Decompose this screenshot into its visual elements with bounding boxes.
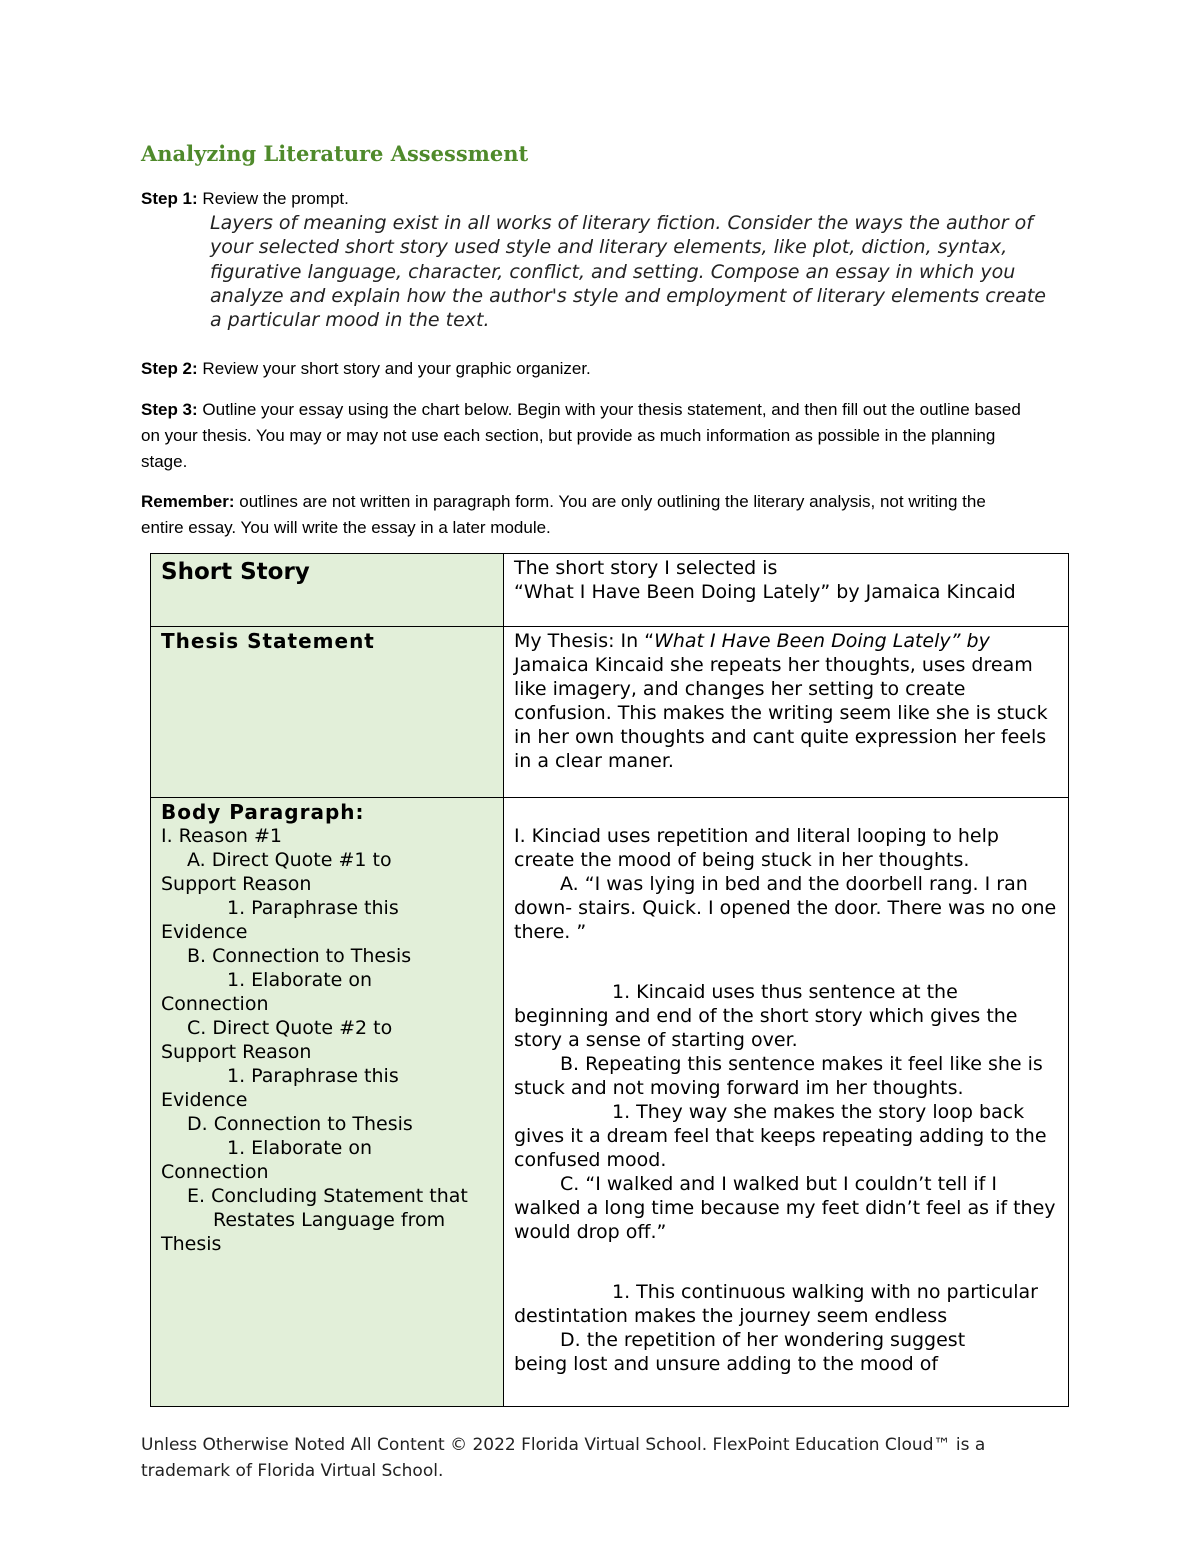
short-story-line-2: “What I Have Been Doing Lately” by Jamaica Kincaid bbox=[514, 581, 1016, 603]
table-row-body-paragraph bbox=[151, 798, 1069, 1407]
spacer bbox=[514, 1256, 1058, 1280]
short-story-label: Short Story bbox=[161, 559, 310, 585]
spacer bbox=[514, 956, 1058, 980]
table-row-thesis bbox=[151, 627, 1069, 798]
prompt-text: Layers of meaning exist in all works of literary fiction. Consider the ways the author of your selected short story used style and literary elements, like plot, diction, syntax, figurative language, character, conflict, and setting. Compose an essay in which you analyze and explain how the author's style and employment of literary elements create a particular mood in the text. bbox=[210, 212, 1046, 332]
short-story-value-cell bbox=[504, 554, 1069, 627]
response-connection-b: B. Repeating this sentence makes it feel like she is stuck and not moving forward im her thoughts. bbox=[514, 1053, 1043, 1099]
thesis-label-cell bbox=[151, 627, 504, 798]
response-reason: I. Kinciad uses repetition and literal looping to help create the mood of being stuck in her thoughts. bbox=[514, 825, 999, 871]
step-3-text: Outline your essay using the chart below. Begin with your thesis statement, and then fill out the outline based on your thesis. You may or may not use each section, but provide as much information as possible in the planning stage. bbox=[141, 400, 1021, 471]
short-story-line-1: The short story I selected is bbox=[514, 557, 778, 579]
outline-elaborate-1-cont: Connection bbox=[161, 993, 269, 1015]
thesis-rest: Jamaica Kincaid she repeats her thoughts, uses dream like imagery, and changes her setting to create confusion. This makes the writing seem like she is stuck in her own thoughts and cant quite expression her feels in a clear maner. bbox=[514, 654, 1048, 772]
page-title: Analyzing Literature Assessment bbox=[141, 141, 529, 166]
step-2 bbox=[141, 356, 1021, 382]
outline-quote-c-cont: Support Reason bbox=[161, 1041, 312, 1063]
spacer bbox=[514, 800, 1058, 824]
remember-label: Remember: bbox=[141, 492, 235, 511]
body-paragraph-label: Body Paragraph: bbox=[161, 800, 365, 824]
thesis-value-cell bbox=[504, 627, 1069, 798]
response-paraphrase-2: 1. This continuous walking with no particular destintation makes the journey seem endless bbox=[514, 1281, 1038, 1327]
outline-connection-d: D. Connection to Thesis bbox=[187, 1113, 413, 1135]
response-quote-c: C. “I walked and I walked but I couldn’t tell if I walked a long time because my feet didn’t feel as if they would drop off.” bbox=[514, 1173, 1056, 1243]
outline-elaborate-2: 1. Elaborate on bbox=[227, 1137, 373, 1159]
step-1 bbox=[141, 186, 1021, 212]
body-outline-cell bbox=[151, 798, 504, 1407]
response-connection-d-cont: being lost and unsure adding to the mood of bbox=[514, 1353, 939, 1375]
remember-note bbox=[141, 489, 1021, 541]
outline-paraphrase-1: 1. Paraphrase this bbox=[227, 897, 399, 919]
spacer bbox=[514, 944, 1058, 956]
outline-quote-a-cont: Support Reason bbox=[161, 873, 312, 895]
step-3 bbox=[141, 397, 1021, 475]
step-3-label: Step 3: bbox=[141, 400, 198, 419]
outline-paraphrase-2-cont: Evidence bbox=[161, 1089, 248, 1111]
step-2-label: Step 2: bbox=[141, 359, 198, 378]
step-1-text: Review the prompt. bbox=[197, 189, 349, 208]
step-2-text: Review your short story and your graphic organizer. bbox=[197, 359, 591, 378]
outline-concluding: E. Concluding Statement that bbox=[187, 1185, 468, 1207]
response-paraphrase-1: 1. Kincaid uses thus sentence at the beginning and end of the short story which gives the story a sense of starting over. bbox=[514, 981, 1018, 1051]
outline-reason-1: I. Reason #1 bbox=[161, 825, 282, 847]
response-connection-d: D. the repetition of her wondering suggest bbox=[560, 1329, 966, 1351]
short-story-label-cell bbox=[151, 554, 504, 627]
step-1-label: Step 1: bbox=[141, 189, 198, 208]
response-quote-a: A. “I was lying in bed and the doorbell rang. I ran down- stairs. Quick. I opened the door. There was no one there. ” bbox=[514, 873, 1057, 943]
outline-table bbox=[150, 553, 1069, 1407]
outline-quote-a: A. Direct Quote #1 to bbox=[187, 849, 392, 871]
outline-connection-b: B. Connection to Thesis bbox=[187, 945, 412, 967]
thesis-story-title: What I Have Been Doing Lately” by bbox=[654, 630, 990, 652]
outline-paraphrase-2: 1. Paraphrase this bbox=[227, 1065, 399, 1087]
spacer bbox=[514, 1244, 1058, 1256]
remember-text: outlines are not written in paragraph form. You are only outlining the literary analysis, not writing the entire essay. You will write the essay in a later module. bbox=[141, 492, 986, 537]
outline-concluding-cont: Restates Language from bbox=[213, 1209, 446, 1231]
outline-concluding-end: Thesis bbox=[161, 1233, 222, 1255]
outline-quote-c: C. Direct Quote #2 to bbox=[187, 1017, 393, 1039]
outline-paraphrase-1-cont: Evidence bbox=[161, 921, 248, 943]
table-row-short-story bbox=[151, 554, 1069, 627]
outline-elaborate-2-cont: Connection bbox=[161, 1161, 269, 1183]
footer-copyright: Unless Otherwise Noted All Content © 2022 Florida Virtual School. FlexPoint Education Cloud™ is a trademark of Florida Virtual School. bbox=[141, 1435, 986, 1481]
response-elaborate-1: 1. They way she makes the story loop back gives it a dream feel that keeps repeating adding to the confused mood. bbox=[514, 1101, 1047, 1171]
outline-elaborate-1: 1. Elaborate on bbox=[227, 969, 373, 991]
body-response-cell bbox=[504, 798, 1069, 1407]
thesis-label: Thesis Statement bbox=[161, 629, 375, 653]
thesis-prefix: My Thesis: In “ bbox=[514, 630, 655, 652]
